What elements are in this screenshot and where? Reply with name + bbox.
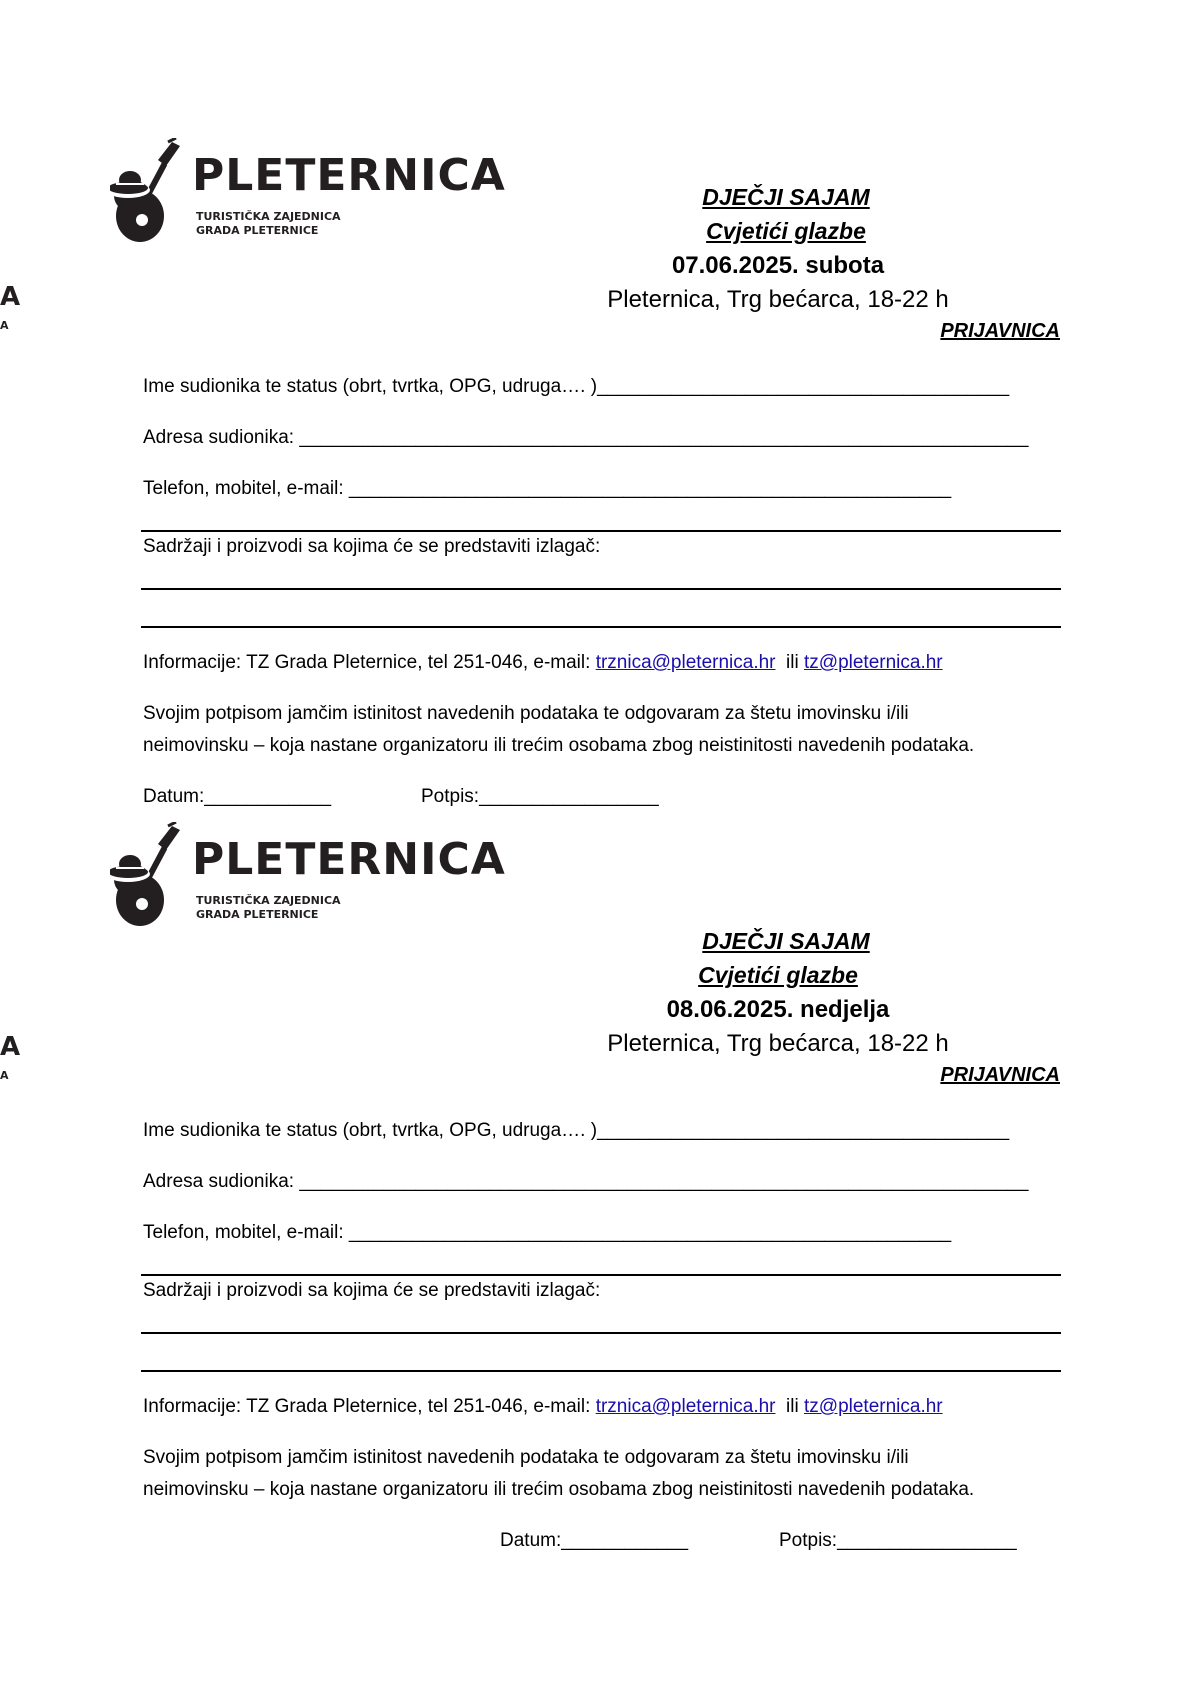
- logo-wordmark: PLETERNICA: [192, 834, 506, 885]
- email-link-trznica[interactable]: trznica@pleternica.hr: [595, 652, 776, 673]
- edge-fragment-letter-small: A: [0, 1069, 9, 1082]
- email-link-tz[interactable]: tz@pleternica.hr: [804, 652, 943, 673]
- email-link-trznica[interactable]: trznica@pleternica.hr: [595, 1396, 776, 1417]
- signature-field[interactable]: Potpis:_________________: [421, 786, 659, 807]
- edge-fragment-letter: A: [0, 1032, 21, 1062]
- products-field-label: Sadržaji i proizvodi sa kojima će se predstaviti izlagač:: [143, 536, 601, 557]
- participant-name-field[interactable]: Ime sudionika te status (obrt, tvrtka, OPG, udruga…. )_______________________________________: [143, 376, 1010, 397]
- date-field[interactable]: Datum:____________: [143, 786, 332, 807]
- participant-contact-field[interactable]: Telefon, mobitel, e-mail: _________________________________________________________: [143, 478, 952, 499]
- form-label: PRIJAVNICA: [940, 1064, 1060, 1086]
- event-subtitle: Cvjetići glazbe: [706, 218, 866, 244]
- signature-field[interactable]: Potpis:_________________: [779, 1530, 1017, 1551]
- participant-address-field[interactable]: Adresa sudionika: _____________________________________________________________________: [143, 1171, 1029, 1192]
- statement-line-1: Svojim potpisom jamčim istinitost navedenih podataka te odgovaram za štetu imovinsku i/ili: [143, 1447, 909, 1468]
- event-subtitle: Cvjetići glazbe: [698, 962, 858, 988]
- logo-subtitle-1: TURISTIČKA ZAJEDNICA: [196, 210, 341, 223]
- statement-line-2: neimovinsku – koja nastane organizatoru ili trećim osobama zbog neistinitosti navedenih podataka.: [143, 1479, 975, 1500]
- edge-fragment-letter-small: A: [0, 319, 9, 332]
- pleternica-logo: [110, 822, 510, 932]
- event-date: 08.06.2025. nedjelja: [666, 996, 890, 1023]
- participant-name-field[interactable]: Ime sudionika te status (obrt, tvrtka, OPG, udruga…. )_______________________________________: [143, 1120, 1010, 1141]
- divider-top: [141, 1274, 1061, 1276]
- products-line-1[interactable]: [141, 1332, 1061, 1334]
- form-label: PRIJAVNICA: [940, 320, 1060, 342]
- products-line-2[interactable]: [141, 1370, 1061, 1372]
- info-line: Informacije: TZ Grada Pleternice, tel 251-046, e-mail: trznica@pleternica.hr ili tz@pleternica.hr: [143, 652, 943, 673]
- event-place: Pleternica, Trg bećarca, 18-22 h: [607, 286, 949, 313]
- participant-contact-field[interactable]: Telefon, mobitel, e-mail: _________________________________________________________: [143, 1222, 952, 1243]
- products-field-label: Sadržaji i proizvodi sa kojima će se predstaviti izlagač:: [143, 1280, 601, 1301]
- event-title: DJEČJI SAJAM: [702, 928, 870, 954]
- date-field[interactable]: Datum:____________: [500, 1530, 689, 1551]
- logo-wordmark: PLETERNICA: [192, 150, 506, 201]
- logo-subtitle-2: GRADA PLETERNICE: [196, 908, 319, 921]
- logo-subtitle-1: TURISTIČKA ZAJEDNICA: [196, 894, 341, 907]
- event-title: DJEČJI SAJAM: [702, 184, 870, 210]
- guitar-hat-icon: [110, 822, 190, 932]
- logo-subtitle-2: GRADA PLETERNICE: [196, 224, 319, 237]
- email-link-tz[interactable]: tz@pleternica.hr: [804, 1396, 943, 1417]
- participant-address-field[interactable]: Adresa sudionika: _____________________________________________________________________: [143, 427, 1029, 448]
- event-place: Pleternica, Trg bećarca, 18-22 h: [607, 1030, 949, 1057]
- event-date: 07.06.2025. subota: [671, 252, 885, 279]
- statement-line-2: neimovinsku – koja nastane organizatoru ili trećim osobama zbog neistinitosti navedenih podataka.: [143, 735, 975, 756]
- info-line: Informacije: TZ Grada Pleternice, tel 251-046, e-mail: trznica@pleternica.hr ili tz@pleternica.hr: [143, 1396, 943, 1417]
- edge-fragment-letter: A: [0, 282, 21, 312]
- statement-line-1: Svojim potpisom jamčim istinitost navedenih podataka te odgovaram za štetu imovinsku i/ili: [143, 703, 909, 724]
